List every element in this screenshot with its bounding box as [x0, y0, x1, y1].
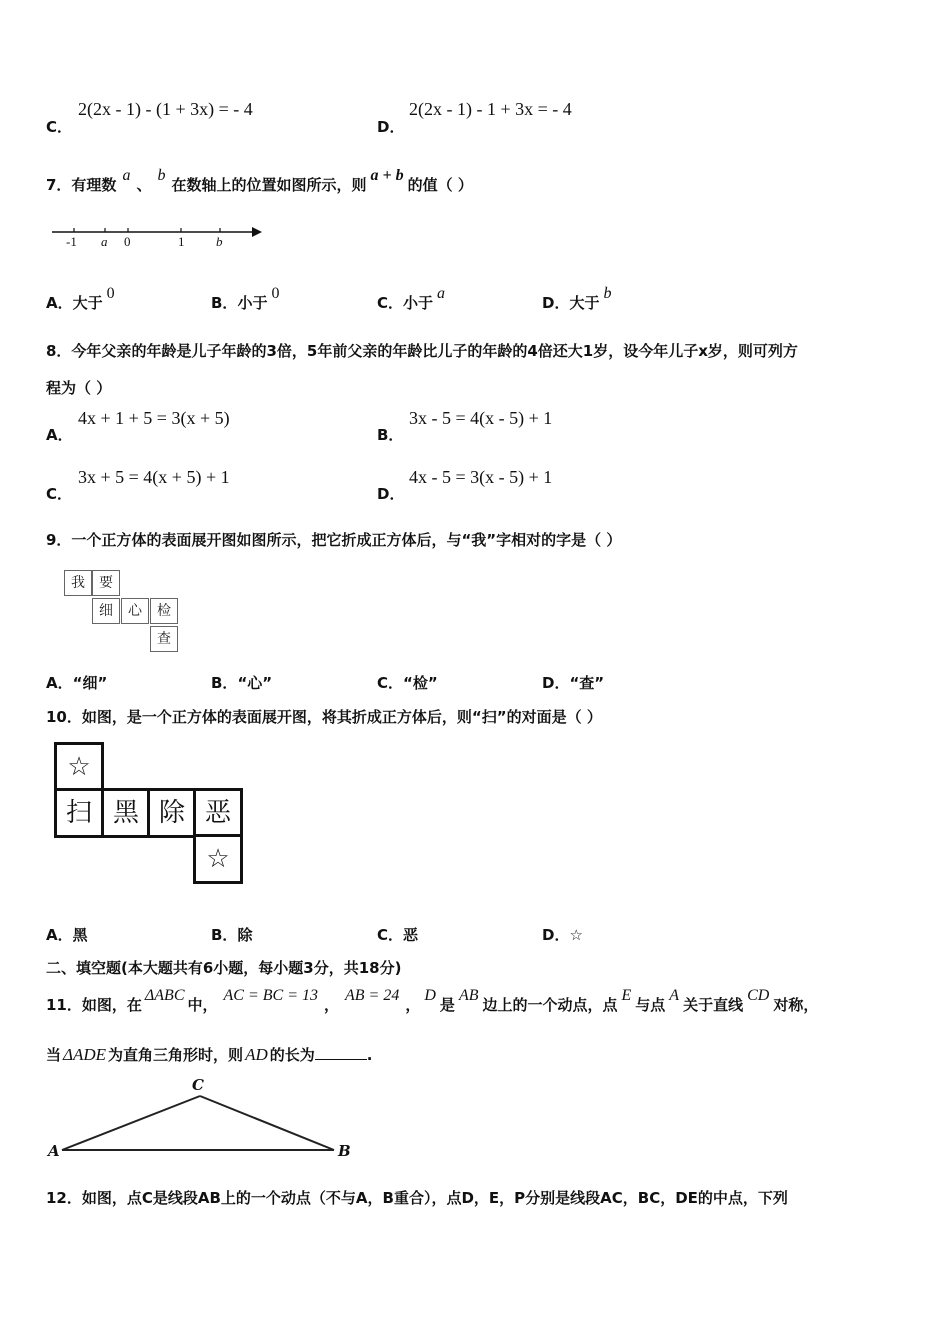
q7-option-b-text: 小于 — [237, 294, 268, 312]
q10-option-d[interactable] — [542, 924, 583, 945]
q7-option-a-letter: A． — [46, 294, 73, 312]
side-ac — [62, 1096, 200, 1150]
q9-option-b-text: “心” — [237, 674, 273, 692]
q9-net-cell-cha: 查 — [150, 626, 178, 652]
number-line — [48, 222, 268, 252]
q11-text3: 关于直线 — [683, 996, 744, 1014]
q9-option-a[interactable] — [46, 672, 107, 693]
q11-segment-ad: AD — [245, 1045, 268, 1064]
q11-comma1: ， — [323, 996, 339, 1014]
q9-cube-net — [64, 570, 184, 660]
number-line-arrow — [252, 227, 262, 237]
q11-text4: 对称， — [773, 996, 819, 1014]
q11-eq2: AB = 24 — [345, 987, 400, 1004]
q9-net-cell-yao: 要 — [92, 570, 120, 596]
q7-expr: a + b — [370, 167, 404, 184]
q8-option-b-letter: B． — [377, 426, 404, 444]
q10-option-c-letter: C． — [377, 926, 404, 944]
q11-zhong: 中， — [187, 996, 218, 1014]
q11-triangle-graphic — [46, 1074, 366, 1166]
q8-option-c-expr[interactable]: 3x + 5 = 4(x + 5) + 1 — [78, 467, 230, 487]
q7-stem — [46, 167, 473, 195]
q11-triangle-ade: ΔADE — [63, 1045, 107, 1064]
q11-label-a: A — [48, 1142, 60, 1160]
q11-answer-blank[interactable] — [315, 1045, 367, 1060]
q6-option-d-expression: 2(2x - 1) - 1 + 3x = - 4 — [409, 99, 572, 119]
q7-option-a-text: 大于 — [72, 294, 103, 312]
q8-option-a-letter: A． — [46, 426, 73, 444]
nl-label-b: b — [216, 234, 223, 249]
q9-option-c-letter: C． — [377, 674, 404, 692]
q10-option-b-letter: B． — [211, 926, 238, 944]
q6-option-d-letter: D． — [377, 118, 405, 136]
q7-prefix: 7．有理数 — [46, 176, 117, 194]
q7-suffix: 的值（ ） — [407, 176, 473, 194]
q8-option-d-expr[interactable]: 4x - 5 = 3(x - 5) + 1 — [409, 467, 553, 487]
q8-line2: 程为（ ） — [46, 379, 112, 397]
q9-option-b-letter: B． — [211, 674, 238, 692]
q9-option-d[interactable] — [542, 672, 604, 693]
nl-label-0: 0 — [124, 234, 131, 249]
nl-label-a: a — [101, 234, 108, 249]
q9-net-cell-xin: 心 — [121, 598, 149, 624]
q10-stem: 10．如图，是一个正方体的表面展开图，将其折成正方体后，则“扫”的对面是（ ） — [46, 708, 602, 726]
q10-option-d-text: ☆ — [569, 926, 583, 944]
q10-net-cell-star-top: ☆ — [54, 742, 104, 792]
q11-eq1: AC = BC = 13 — [223, 987, 318, 1004]
section-2-title: 二、填空题(本大题共有6小题，每小题3分，共18分) — [46, 959, 402, 977]
q9-stem: 9．一个正方体的表面展开图如图所示，把它折成正方体后，与“我”字相对的字是（ ） — [46, 531, 622, 549]
q11-point-d: D — [424, 987, 436, 1004]
q8-option-b-expr[interactable]: 3x - 5 = 4(x - 5) + 1 — [409, 408, 553, 428]
q11-stem-line2 — [46, 1044, 372, 1065]
q10-option-b-text: 除 — [237, 926, 253, 944]
q11-line2b: 为直角三角形时，则 — [108, 1046, 244, 1064]
q9-option-a-letter: A． — [46, 674, 73, 692]
q9-net-cell-jian: 检 — [150, 598, 178, 624]
q11-label-c: C — [192, 1076, 204, 1094]
q10-option-a[interactable] — [46, 924, 88, 945]
q9-net-cell-xi: 细 — [92, 598, 120, 624]
q7-sep: 、 — [136, 176, 152, 194]
q6-option-c-expression: 2(2x - 1) - (1 + 3x) = - 4 — [78, 99, 253, 119]
q11-segment-ab: AB — [458, 987, 479, 1004]
q8-line1: 8．今年父亲的年龄是儿子年龄的3倍，5年前父亲的年龄比儿子的年龄的4倍还大1岁，设今年儿子x岁，则可列方 — [46, 342, 798, 360]
q12-stem: 12．如图，点C是线段AB上的一个动点（不与A，B重合），点D，E，P分别是线段AC，BC，DE的中点，下列 — [46, 1189, 788, 1207]
q7-option-d-text: 大于 — [569, 294, 600, 312]
q7-option-d[interactable] — [542, 285, 612, 313]
q10-net-cell-sao: 扫 — [54, 788, 104, 838]
q7-option-c-text: 小于 — [403, 294, 434, 312]
q11-point-a: A — [669, 987, 680, 1004]
q8-option-c-letter: C． — [46, 485, 73, 503]
q11-stem-line1 — [46, 987, 819, 1015]
q11-comma2: ， — [405, 996, 421, 1014]
q7-option-c-letter: C． — [377, 294, 404, 312]
q10-net-cell-hei: 黑 — [101, 788, 151, 838]
q10-option-a-letter: A． — [46, 926, 73, 944]
q11-line2d: . — [366, 1046, 373, 1064]
q7-var-a: a — [122, 167, 131, 184]
q10-net-cell-star-bottom: ☆ — [193, 834, 243, 884]
q11-shi: 是 — [439, 996, 455, 1014]
nl-label-neg1: -1 — [66, 234, 77, 249]
q10-option-a-text: 黑 — [72, 926, 88, 944]
q11-triangle-figure — [46, 1074, 366, 1166]
number-line-graphic — [48, 222, 268, 252]
q9-net-cell-wo: 我 — [64, 570, 92, 596]
q11-num: 11．如图，在 — [46, 996, 142, 1014]
q9-option-d-text: “查” — [569, 674, 605, 692]
q11-point-e: E — [621, 987, 632, 1004]
q9-option-b[interactable] — [211, 672, 272, 693]
q11-text2: 与点 — [635, 996, 666, 1014]
q7-option-a-sup: 0 — [106, 285, 115, 302]
q9-option-c-text: “检” — [403, 674, 438, 692]
q7-option-b-letter: B． — [211, 294, 238, 312]
q11-line2c: 的长为 — [269, 1046, 315, 1064]
q8-option-a-expr[interactable]: 4x + 1 + 5 = 3(x + 5) — [78, 408, 230, 428]
q7-option-d-letter: D． — [542, 294, 570, 312]
q8-option-d-letter: D． — [377, 485, 405, 503]
q11-label-b: B — [338, 1142, 351, 1160]
q10-option-b[interactable] — [211, 924, 252, 945]
q10-option-d-letter: D． — [542, 926, 570, 944]
q7-option-d-sup: b — [603, 285, 612, 302]
q7-option-b[interactable] — [211, 285, 280, 313]
q7-option-c[interactable] — [377, 285, 446, 313]
q9-option-c[interactable] — [377, 672, 438, 693]
q9-option-a-text: “细” — [72, 674, 108, 692]
q11-triangle-abc: ΔABC — [144, 987, 185, 1004]
q7-mid: 在数轴上的位置如图所示，则 — [171, 176, 367, 194]
q11-line2a: 当 — [46, 1046, 62, 1064]
q10-option-c[interactable] — [377, 924, 418, 945]
q10-net-cell-chu: 除 — [147, 788, 197, 838]
q11-line-cd: CD — [747, 987, 770, 1004]
q7-option-c-sup: a — [437, 285, 446, 302]
q10-net-cell-e: 恶 — [193, 788, 243, 838]
nl-label-1: 1 — [178, 234, 185, 249]
q10-cube-net — [54, 742, 246, 886]
side-cb — [200, 1096, 334, 1150]
q9-option-d-letter: D． — [542, 674, 570, 692]
q7-option-b-sup: 0 — [271, 285, 280, 302]
q10-option-c-text: 恶 — [403, 926, 419, 944]
q11-text1: 边上的一个动点，点 — [482, 996, 618, 1014]
q7-var-b: b — [157, 167, 166, 184]
q6-option-c-letter: C． — [46, 118, 73, 136]
q7-option-a[interactable] — [46, 285, 115, 313]
